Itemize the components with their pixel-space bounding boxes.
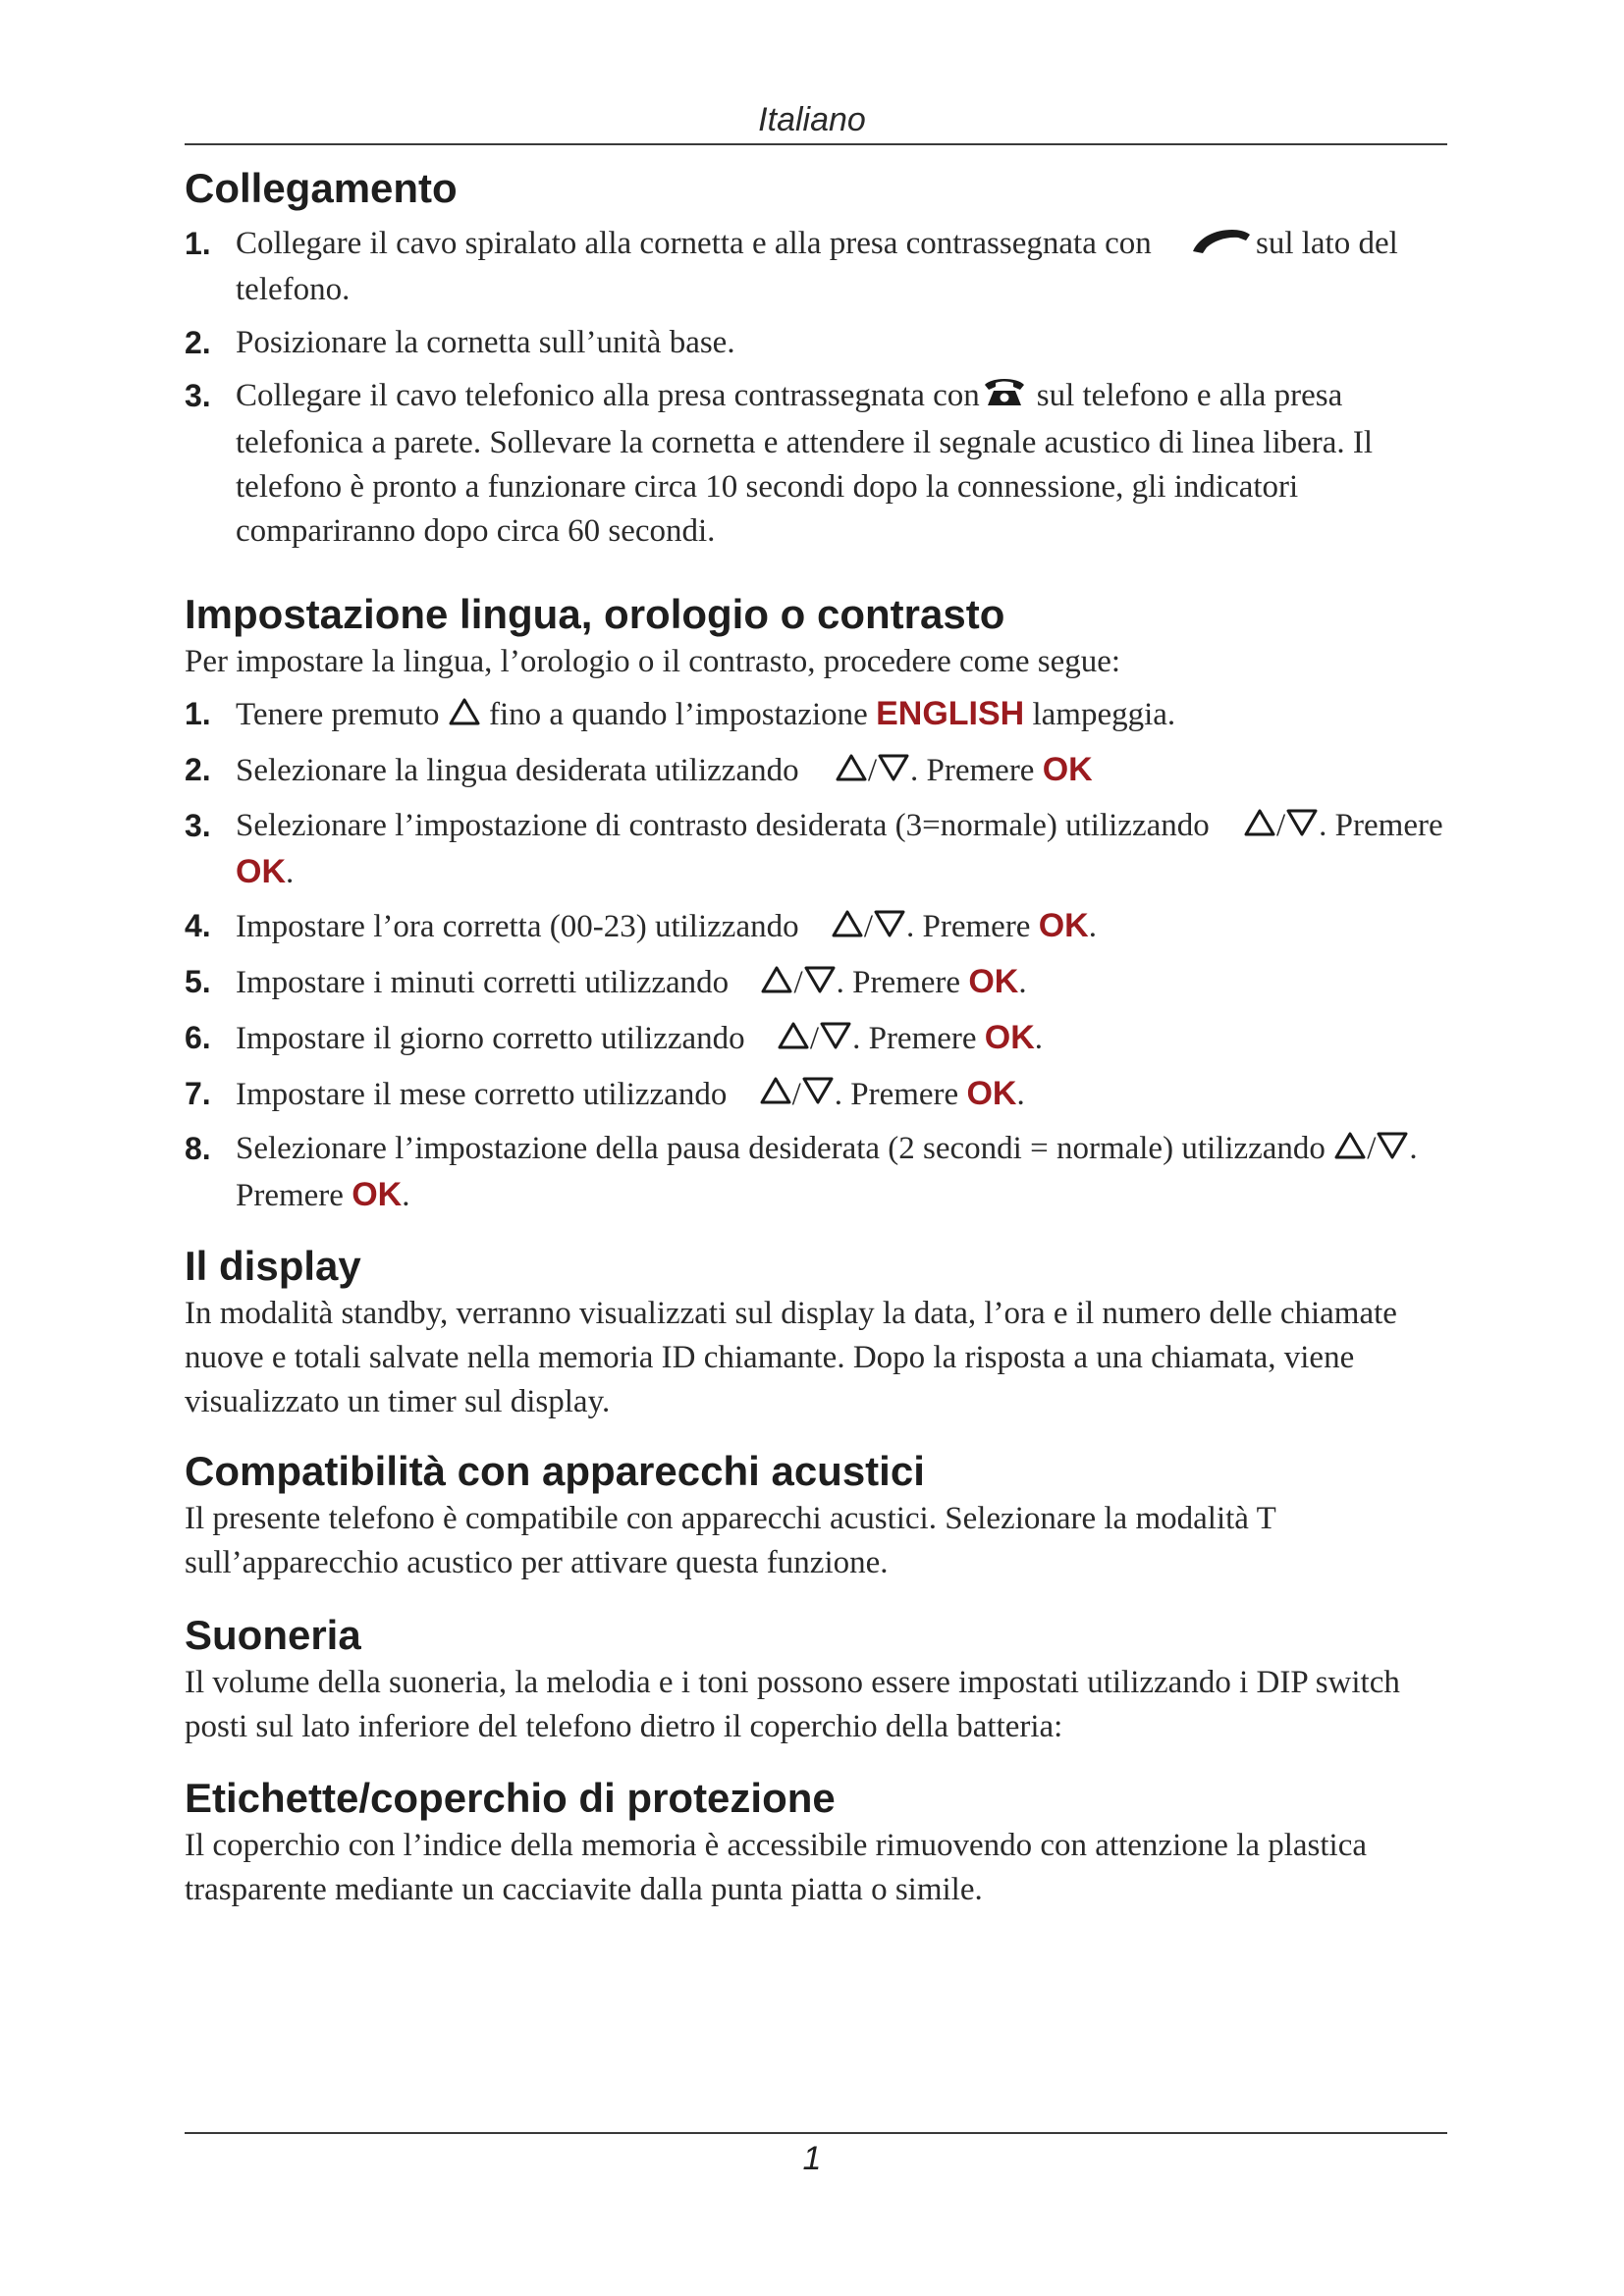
list-item	[185, 321, 1451, 365]
press-text: Premere	[850, 1076, 959, 1112]
down-arrow-icon	[803, 963, 837, 1007]
section-title: Impostazione lingua, orologio o contrasto	[185, 591, 1005, 637]
up-arrow-icon	[777, 1019, 810, 1063]
step-number: 1.	[185, 696, 211, 731]
step-text: fino a quando l’impostazione	[489, 697, 868, 732]
press-text: Premere	[852, 964, 961, 1000]
handset-icon	[1189, 224, 1252, 268]
down-arrow-icon	[873, 907, 906, 951]
ok-keyword: OK	[352, 1176, 403, 1214]
step-text: Impostare il mese corretto utilizzando	[236, 1076, 728, 1112]
up-arrow-icon	[448, 695, 481, 739]
up-arrow-icon	[760, 963, 793, 1007]
section-etichette	[185, 1773, 1451, 1912]
list-item: 7. Impostare il mese corretto utilizzando / . Premere OK.	[185, 1072, 1451, 1119]
step-text: Impostare l’ora corretta (00-23) utilizzando	[236, 908, 799, 944]
press-text: Premere	[236, 1178, 344, 1214]
section-text: Il coperchio con l’indice della memoria è accessibile rimuovendo con attenzione la plastica trasparente mediante un cacciavite dalla punta piatta o simile.	[185, 1828, 1368, 1907]
section-compatibilita	[185, 1446, 1451, 1585]
step-number: 8.	[185, 1131, 211, 1167]
ok-keyword: OK	[1038, 906, 1089, 944]
step-text: Tenere premuto	[236, 697, 440, 732]
press-text: Premere	[868, 1020, 977, 1056]
step-text: Selezionare la lingua desiderata utilizzando	[236, 752, 799, 788]
down-arrow-icon	[877, 751, 910, 795]
page-number: 1	[802, 2140, 822, 2177]
step-number: 1.	[185, 226, 211, 261]
step-number: 2.	[185, 324, 211, 360]
up-arrow-icon	[759, 1074, 792, 1118]
down-arrow-icon	[1285, 806, 1319, 850]
list-item	[185, 692, 1451, 739]
list-item: 3. Selezionare l’impostazione di contrasto desiderata (3=normale) utilizzando / . Premere OK.	[185, 804, 1451, 895]
up-arrow-icon	[1243, 806, 1276, 850]
steps-list	[185, 222, 1451, 554]
down-arrow-icon	[1376, 1129, 1409, 1173]
down-arrow-icon	[819, 1019, 852, 1063]
steps-list	[185, 692, 1451, 1218]
step-number: 4.	[185, 907, 211, 943]
press-text: Premere	[1334, 807, 1443, 843]
section-title: Suoneria	[185, 1612, 361, 1658]
up-arrow-icon	[831, 907, 864, 951]
list-item: 6. Impostare il giorno corretto utilizzando / . Premere OK.	[185, 1016, 1451, 1063]
section-impostazione	[185, 589, 1451, 1227]
step-number: 2.	[185, 751, 211, 787]
ok-keyword: OK	[1042, 750, 1093, 788]
step-number: 3.	[185, 807, 211, 843]
step-text: Impostare il giorno corretto utilizzando	[236, 1020, 745, 1056]
step-text: Impostare i minuti corretti utilizzando	[236, 964, 730, 1000]
step-text: Collegare il cavo spiralato alla cornetta e alla presa contrassegnata con	[236, 226, 1152, 261]
step-number: 3.	[185, 377, 211, 413]
list-item: 8. Selezionare l’impostazione della pausa desiderata (2 secondi = normale) utilizzando / . Premere OK.	[185, 1127, 1451, 1218]
list-item	[185, 222, 1451, 312]
step-text: Collegare il cavo telefonico alla presa contrassegnata con	[236, 377, 980, 413]
section-title: Collegamento	[185, 165, 458, 211]
press-text: Premere	[926, 752, 1035, 788]
section-intro: Per impostare la lingua, l’orologio o il contrasto, procedere come segue:	[185, 644, 1121, 679]
step-text: Selezionare l’impostazione della pausa desiderata (2 secondi = normale) utilizzando	[236, 1131, 1326, 1167]
header-rule	[185, 143, 1447, 145]
step-text: sul telefono e alla presa telefonica a parete. Sollevare la cornetta e attendere il segnale acustico di linea libera. Il telefono è pronto a funzionare circa 10 secondi dopo la connessione, gli indicatori compariranno dopo circa 60 secondi.	[236, 377, 1374, 549]
header-language: Italiano	[758, 101, 866, 138]
press-text: Premere	[922, 908, 1031, 944]
list-item: 4. Impostare l’ora corretta (00-23) utilizzando / . Premere OK.	[185, 904, 1451, 951]
step-number: 7.	[185, 1075, 211, 1111]
section-title: Etichette/coperchio di protezione	[185, 1775, 836, 1821]
up-arrow-icon	[1333, 1129, 1367, 1173]
section-title: Compatibilità con apparecchi acustici	[185, 1448, 925, 1494]
ok-keyword: OK	[984, 1018, 1035, 1056]
section-display	[185, 1241, 1451, 1424]
step-text: Selezionare l’impostazione di contrasto desiderata (3=normale) utilizzando	[236, 807, 1210, 843]
section-title: Il display	[185, 1243, 361, 1289]
ok-keyword: OK	[236, 852, 286, 890]
english-keyword: ENGLISH	[876, 695, 1025, 732]
telephone-icon	[982, 375, 1027, 421]
list-item	[185, 374, 1451, 554]
step-text: Posizionare la cornetta sull’unità base.	[236, 324, 735, 360]
list-item: 2. Selezionare la lingua desiderata utilizzando / . Premere OK	[185, 748, 1451, 795]
step-text: sul lato del telefono.	[236, 226, 1398, 307]
footer-rule	[185, 2132, 1447, 2134]
section-collegamento	[185, 163, 1451, 562]
up-arrow-icon	[835, 751, 868, 795]
down-arrow-icon	[801, 1074, 835, 1118]
section-suoneria	[185, 1610, 1451, 1749]
step-text: lampeggia.	[1032, 697, 1176, 732]
ok-keyword: OK	[966, 1074, 1017, 1112]
list-item: 5. Impostare i minuti corretti utilizzando / . Premere OK.	[185, 960, 1451, 1007]
section-text: Il volume della suoneria, la melodia e i toni possono essere impostati utilizzando i DIP switch posti sul lato inferiore del telefono dietro il coperchio della batteria:	[185, 1665, 1400, 1744]
step-number: 6.	[185, 1019, 211, 1055]
step-number: 5.	[185, 963, 211, 999]
ok-keyword: OK	[968, 962, 1019, 1000]
section-text: In modalità standby, verranno visualizzati sul display la data, l’ora e il numero delle chiamate nuove e totali salvate nella memoria ID chiamante. Dopo la risposta a una chiamata, viene visualizzato un timer sul display.	[185, 1296, 1397, 1419]
section-text: Il presente telefono è compatibile con apparecchi acustici. Selezionare la modalità T sull’apparecchio acustico per attivare questa funzione.	[185, 1501, 1276, 1580]
